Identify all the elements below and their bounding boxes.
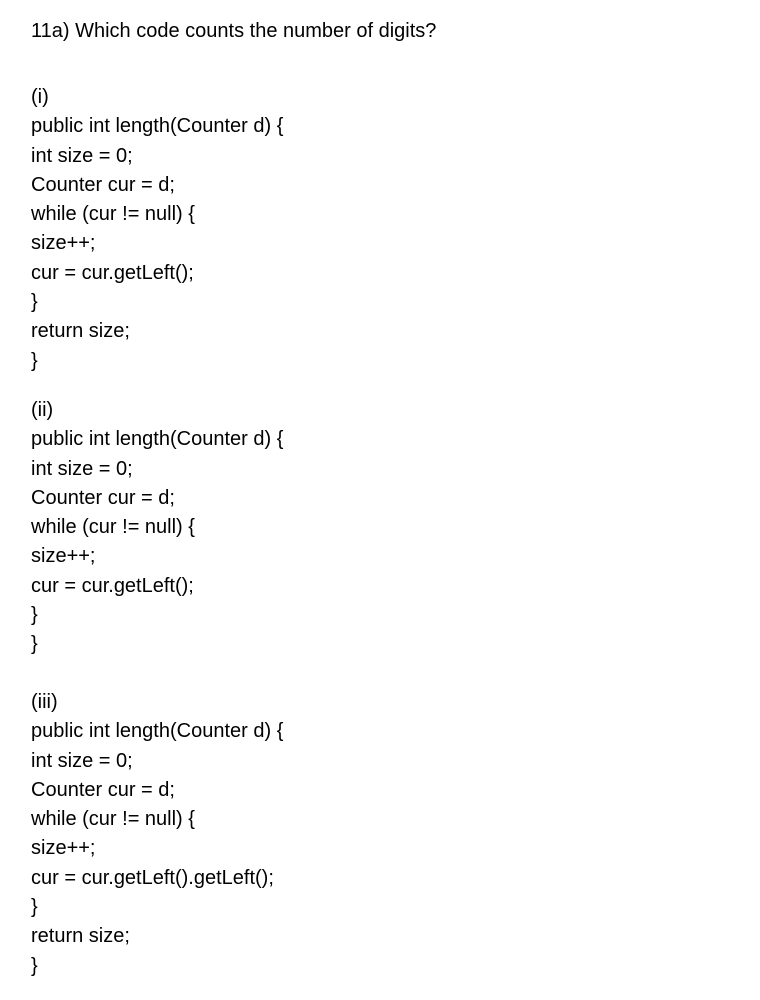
code-line: }	[31, 633, 38, 656]
code-line: public int length(Counter d) {	[31, 720, 284, 743]
code-line: int size = 0;	[31, 144, 133, 167]
option-label: (i)	[31, 86, 49, 108]
code-line: Counter cur = d;	[31, 486, 175, 509]
option-i	[31, 83, 731, 376]
code-line: return size;	[31, 320, 130, 343]
code-line: return size;	[31, 925, 130, 948]
code-line: Counter cur = d;	[31, 778, 175, 801]
code-line: while (cur != null) {	[31, 203, 195, 226]
code-line: }	[31, 604, 38, 627]
code-line: cur = cur.getLeft();	[31, 574, 194, 597]
option-label: (iii)	[31, 691, 58, 713]
option-label: (ii)	[31, 399, 54, 421]
code-line: }	[31, 291, 38, 314]
code-line: size++;	[31, 837, 96, 860]
code-line: cur = cur.getLeft();	[31, 261, 194, 284]
code-line: while (cur != null) {	[31, 516, 195, 539]
option-ii	[31, 396, 731, 660]
code-line: }	[31, 349, 38, 372]
code-line: }	[31, 954, 38, 977]
code-line: size++;	[31, 545, 96, 568]
code-line: while (cur != null) {	[31, 808, 195, 831]
code-line: int size = 0;	[31, 749, 133, 772]
code-line: public int length(Counter d) {	[31, 115, 284, 138]
code-line: cur = cur.getLeft().getLeft();	[31, 866, 274, 889]
question-title: 11a) Which code counts the number of digits?	[31, 20, 437, 42]
option-iii	[31, 688, 731, 981]
code-line: }	[31, 896, 38, 919]
code-line: int size = 0;	[31, 457, 133, 480]
code-line: public int length(Counter d) {	[31, 428, 284, 451]
code-line: Counter cur = d;	[31, 173, 175, 196]
code-line: size++;	[31, 232, 96, 255]
